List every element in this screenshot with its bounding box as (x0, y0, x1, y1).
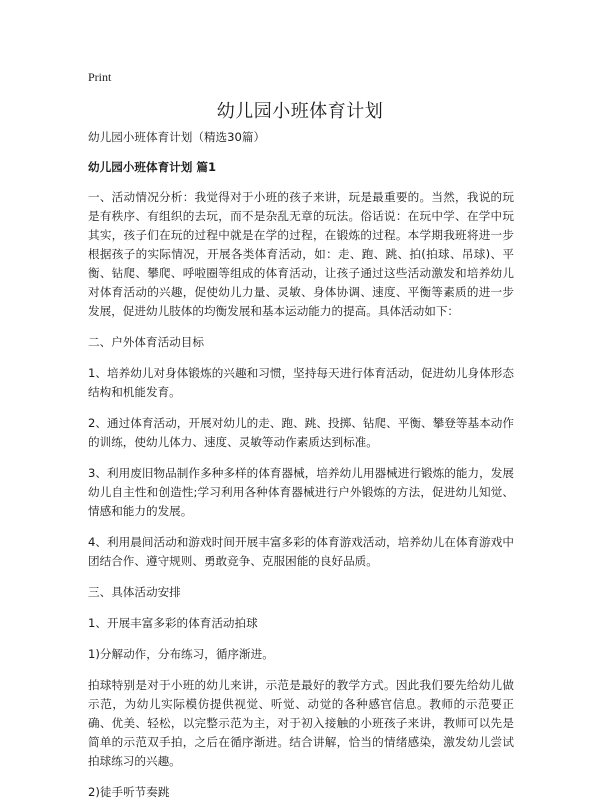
article-body (88, 128, 514, 802)
paragraph-activity-analysis: 一、活动情况分析：我觉得对于小班的孩子来讲，玩是最重要的。当然，我说的玩是有秩序、有组织的去玩，而不是杂乱无章的玩法。俗话说：在玩中学、在学中玩其实，孩子们在玩的过程中就是在学的过程，在锻炼的过程。本学期我班将进一步根据孩子的实际情况，开展各类体育活动，如：走、跑、跳、拍(拍球、吊球)、平衡、钻爬、攀爬、呼啦圈等组成的体育活动，让孩子通过这些活动激发和培养幼儿对体育活动的兴趣，促使幼儿力量、灵敏、身体协调、速度、平衡等素质的进一步发展，促进幼儿肢体的均衡发展和基本运动能力的提高。具体活动如下： (88, 190, 514, 318)
paragraph-goal-4: 4、利用晨间活动和游戏时间开展丰富多彩的体育游戏活动，培养幼儿在体育游戏中团结合作、遵守规则、勇敢竞争、克服困能的良好品质。 (88, 535, 514, 568)
section-title: 幼儿园小班体育计划 篇1 (88, 160, 217, 174)
paragraph-goal-2: 2、通过体育活动，开展对幼儿的走、跑、跳、投掷、钻爬、平衡、攀登等基本动作的训练，使幼儿体力、速度、灵敏等动作素质达到标准。 (88, 416, 514, 449)
paragraph-goal-1: 1、培养幼儿对身体锻炼的兴趣和习惯，坚持每天进行体育活动，促进幼儿身体形态结构和机能发育。 (88, 366, 514, 399)
heading-goals: 二、户外体育活动目标 (88, 335, 204, 349)
heading-arrangement: 三、具体活动安排 (88, 585, 181, 599)
paragraph-demonstration: 拍球特别是对于小班的幼儿来讲，示范是最好的教学方式。因此我们要先给幼儿做示范，为幼儿实际模仿提供视觉、听觉、动觉的各种感官信息。教师的示范要正确、优美、轻松，以完整示范为主，对于初入接触的小班孩子来讲，教师可以先是简单的示范双手拍，之后在循序渐进。结合讲解，恰当的情绪感染，激发幼儿尝试拍球练习的兴趣。 (88, 678, 514, 768)
heading-ball-bouncing: 1、开展丰富多彩的体育活动拍球 (88, 616, 258, 630)
page-title: 幼儿园小班体育计划 (216, 101, 384, 122)
print-link[interactable]: Print (88, 70, 112, 84)
article-subtitle: 幼儿园小班体育计划（精选30篇） (88, 130, 266, 144)
paragraph-step-2: 2)徒手听节奏跳 (88, 785, 170, 799)
paragraph-goal-3: 3、利用废旧物品制作多种多样的体育器械，培养幼儿用器械进行锻炼的能力，发展幼儿自主性和创造性;学习利用各种体育器械进行户外锻炼的方法，促进幼儿知觉、情感和能力的发展。 (88, 466, 514, 518)
paragraph-step-1: 1)分解动作，分布练习，循序渐进。 (88, 647, 274, 661)
